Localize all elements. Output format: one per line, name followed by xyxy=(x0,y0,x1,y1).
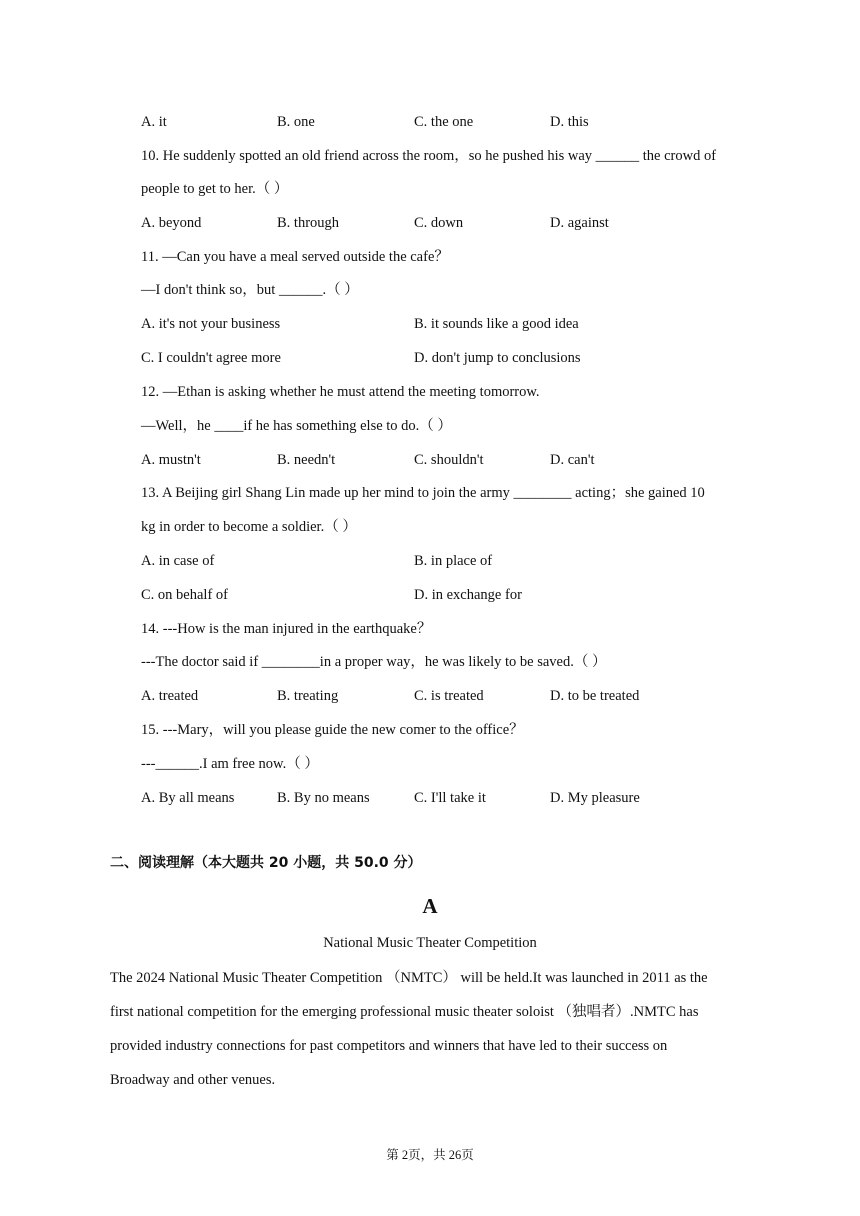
q14-option-b: B. treating xyxy=(277,688,339,704)
q13-option-c: C. on behalf of xyxy=(141,587,228,603)
q15-option-d: D. My pleasure xyxy=(550,790,640,806)
q9-option-d: D. this xyxy=(550,114,589,130)
q13-option-d: D. in exchange for xyxy=(414,587,522,603)
q14-option-c: C. is treated xyxy=(414,688,484,704)
q11-stem: 11. —Can you have a meal served outside the cafe？ xyxy=(141,249,449,265)
passage-line: provided industry connections for past competitors and winners that have led to their success on xyxy=(110,1038,668,1054)
q14-option-a: A. treated xyxy=(141,688,199,704)
q14-option-d: D. to be treated xyxy=(550,688,640,704)
q10-option-c: C. down xyxy=(414,215,464,231)
q13-option-b: B. in place of xyxy=(414,553,493,569)
q15-option-b: B. By no means xyxy=(277,790,370,806)
q11-option-c: C. I couldn't agree more xyxy=(141,350,281,366)
q13-stem: 13. A Beijing girl Shang Lin made up her mind to join the army ________ acting；she gained 10 xyxy=(141,485,705,501)
q12-option-b: B. needn't xyxy=(277,452,336,468)
q14-stem-cont: ---The doctor said if ________in a proper way，he was likely to be saved.（ ） xyxy=(141,654,607,670)
passage-line: Broadway and other venues. xyxy=(110,1072,276,1088)
q13-stem-cont: kg in order to become a soldier.（ ） xyxy=(141,519,357,535)
section-heading: 二、阅读理解（本大题共 20 小题，共 50.0 分） xyxy=(110,855,422,871)
q12-option-c: C. shouldn't xyxy=(414,452,484,468)
q12-option-d: D. can't xyxy=(550,452,595,468)
passage-line: The 2024 National Music Theater Competition （NMTC） will be held.It was launched in 2011 as the xyxy=(110,970,708,986)
q11-option-a: A. it's not your business xyxy=(141,316,281,332)
q15-option-a: A. By all means xyxy=(141,790,235,806)
passage-title: National Music Theater Competition xyxy=(323,935,537,951)
q15-stem-cont: ---______.I am free now.（ ） xyxy=(141,756,319,772)
q10-stem: 10. He suddenly spotted an old friend across the room，so he pushed his way ______ the crowd of xyxy=(141,148,717,164)
q10-option-a: A. beyond xyxy=(141,215,202,231)
q12-option-a: A. mustn't xyxy=(141,452,201,468)
q11-stem-cont: —I don't think so，but ______.（ ） xyxy=(141,282,359,298)
q11-option-b: B. it sounds like a good idea xyxy=(414,316,579,332)
q12-stem: 12. —Ethan is asking whether he must attend the meeting tomorrow. xyxy=(141,384,540,400)
q13-option-a: A. in case of xyxy=(141,553,215,569)
page-footer: 第 2页，共 26页 xyxy=(386,1148,474,1162)
q9-option-c: C. the one xyxy=(414,114,474,130)
q10-option-b: B. through xyxy=(277,215,340,231)
q10-option-d: D. against xyxy=(550,215,609,231)
q12-stem-cont: —Well，he ____if he has something else to do.（ ） xyxy=(141,418,452,434)
q15-stem: 15. ---Mary，will you please guide the new comer to the office？ xyxy=(141,722,524,738)
q14-stem: 14. ---How is the man injured in the earthquake？ xyxy=(141,621,432,637)
q9-option-b: B. one xyxy=(277,114,315,130)
q11-option-d: D. don't jump to conclusions xyxy=(414,350,581,366)
q9-option-a: A. it xyxy=(141,114,167,130)
passage-letter: A xyxy=(422,894,438,918)
q10-stem-cont: people to get to her.（ ） xyxy=(141,181,289,197)
q15-option-c: C. I'll take it xyxy=(414,790,486,806)
passage-line: first national competition for the emerging professional music theater soloist （独唱者）.NMTC has xyxy=(110,1004,699,1020)
